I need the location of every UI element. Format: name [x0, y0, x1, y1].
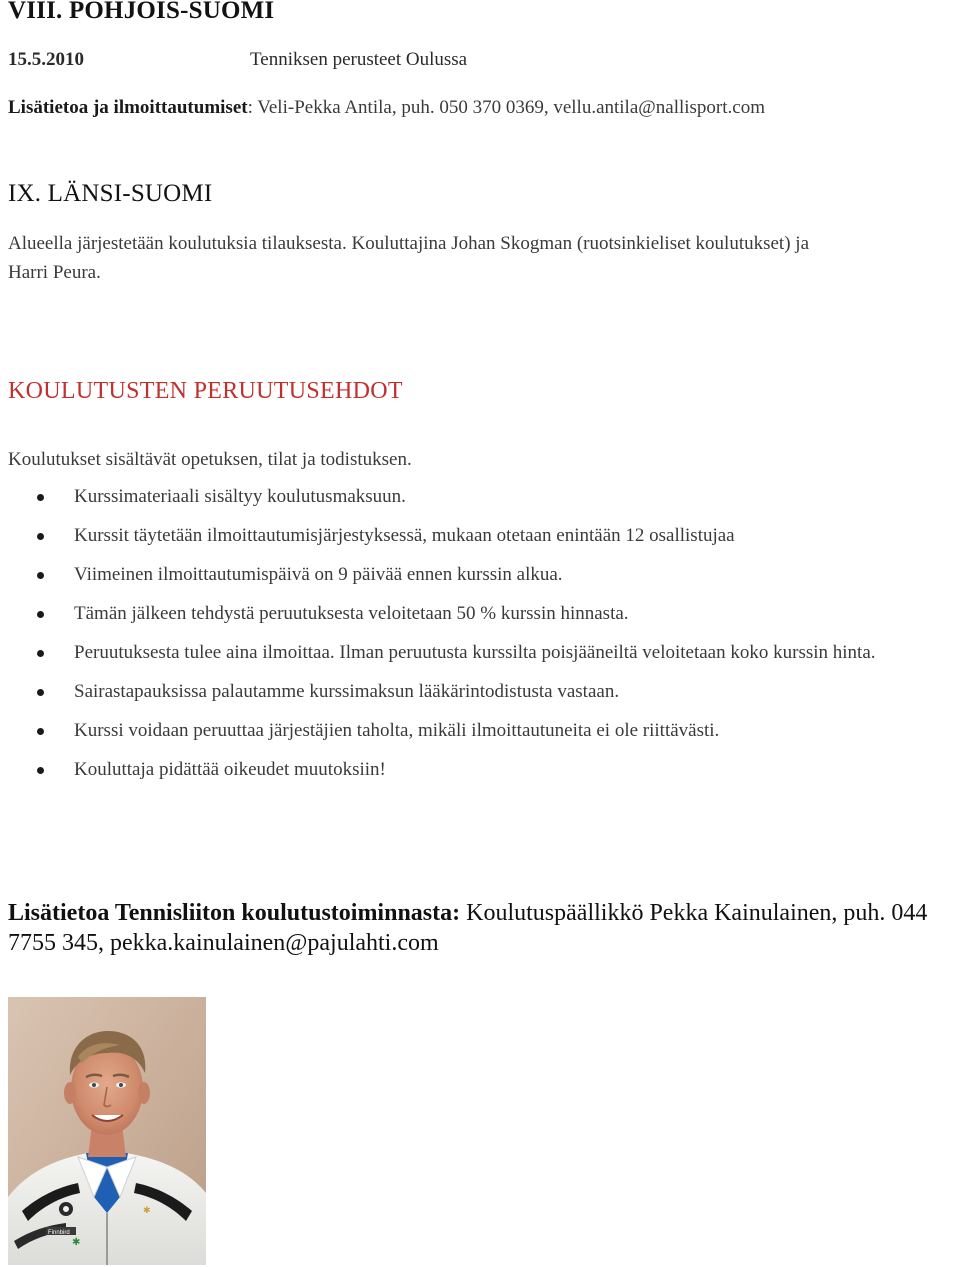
contact-text: Koulutuspäällikkö Pekka Kainulainen, puh. 044 7755 345, pekka.kainulainen@pajulahti.com [8, 900, 928, 956]
list-item-text: Viimeinen ilmoittautumispäivä on 9 päivää ennen kurssin alkua. [74, 564, 563, 585]
bullet-icon [37, 767, 44, 774]
list-item-text: Kurssit täytetään ilmoittautumisjärjestyksessä, mukaan otetaan enintään 12 osallistujaa [74, 525, 735, 546]
bullet-icon [37, 533, 44, 540]
contact-note [8, 898, 960, 958]
list-item [0, 601, 960, 627]
list-item [0, 640, 960, 666]
portrait-illustration [8, 997, 206, 1265]
terms-intro: Koulutukset sisältävät opetuksen, tilat ja todistuksen. [8, 449, 412, 470]
section-8-info [8, 97, 765, 119]
section-9-title: IX. LÄNSI-SUOMI [8, 180, 213, 207]
bullet-icon [37, 650, 44, 657]
svg-text:✱: ✱ [143, 1205, 151, 1215]
list-item [0, 757, 960, 783]
list-item-text: Sairastapauksissa palautamme kurssimaksun lääkärintodistusta vastaan. [74, 681, 620, 702]
info-label: Lisätietoa ja ilmoittautumiset [8, 97, 248, 118]
bullet-icon [37, 728, 44, 735]
bullet-icon [37, 572, 44, 579]
list-item-text: Kurssi voidaan peruuttaa järjestäjien taholta, mikäli ilmoittautuneita ei ole riittävästi. [74, 720, 720, 741]
list-item [0, 679, 960, 705]
terms-list [0, 484, 960, 783]
bullet-icon [37, 494, 44, 501]
section-9-text-line-1: Alueella järjestetään koulutuksia tilauksesta. Kouluttajina Johan Skogman (ruotsinkieliset koulutukset) ja [8, 233, 809, 254]
list-item-text: Kurssimateriaali sisältyy koulutusmaksuun. [74, 486, 406, 507]
list-item [0, 523, 960, 549]
section-9-text-line-2: Harri Peura. [8, 262, 101, 283]
list-item-text: Peruutuksesta tulee aina ilmoittaa. Ilman peruutusta kurssilta poisjääneiltä veloitetaan koko kurssin hinta. [74, 642, 876, 663]
event-date: 15.5.2010 [8, 49, 84, 70]
section-8-title: VIII. POHJOIS-SUOMI [8, 0, 275, 24]
list-item [0, 484, 960, 510]
info-text: : Veli-Pekka Antila, puh. 050 370 0369, vellu.antila@nallisport.com [247, 97, 765, 118]
jacket-logo-text: Finnbird [48, 1230, 70, 1236]
portrait-photo [8, 997, 206, 1265]
event-name: Tenniksen perusteet Oulussa [250, 49, 468, 70]
list-item [0, 718, 960, 744]
list-item-text: Tämän jälkeen tehdystä peruutuksesta veloitetaan 50 % kurssin hinnasta. [74, 603, 629, 624]
bullet-icon [37, 689, 44, 696]
contact-label: Lisätietoa Tennisliiton koulutustoiminnasta: [8, 900, 461, 926]
list-item [0, 562, 960, 588]
svg-text:✱: ✱ [72, 1237, 81, 1248]
bullet-icon [37, 611, 44, 618]
list-item-text: Kouluttaja pidättää oikeudet muutoksiin! [74, 759, 386, 780]
terms-heading: KOULUTUSTEN PERUUTUSEHDOT [8, 378, 403, 404]
